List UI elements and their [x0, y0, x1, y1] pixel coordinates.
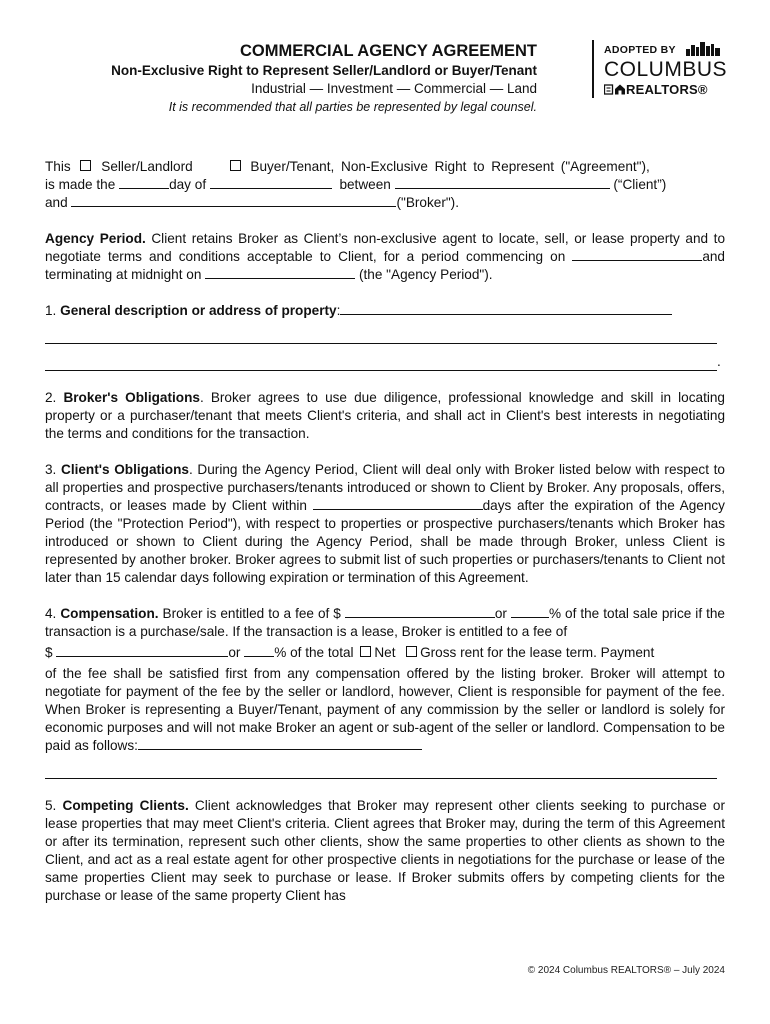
section-3-number: 3. [45, 462, 61, 477]
section-4-dollar: $ [45, 645, 57, 660]
section-2-number: 2. [45, 390, 64, 405]
section-5-paragraph [45, 797, 725, 905]
property-categories: Industrial — Investment — Commercial — Land [251, 81, 537, 96]
intro-line-1 [45, 158, 725, 176]
section-2-text: . Broker agrees to use due diligence, professional knowledge and skill in locating property or a purchaser/tenant that meets Client's criteria, and shall act in Client's best interests in negotiating the terms and conditions for the transaction. [45, 390, 725, 441]
spacer [45, 320, 725, 329]
section-4-text-2: of the fee shall be satisfied first from any compensation offered by the listing broker. Broker will attempt to negotiate for payment of the fee by the seller or landlord, however, Client is responsible for payment of the fee. When Broker is representing a Buyer/Tenant, payment of any commission by the seller or landlord is solely for economic purposes and will not make Broker an agent or sub-agent of the seller or landlord. Compensation to be paid as follows: [45, 666, 725, 753]
compensation-terms-field-2[interactable] [45, 764, 717, 779]
net-checkbox[interactable] [360, 646, 371, 657]
section-4-paragraph [45, 605, 725, 641]
section-3-text-2: days after the expiration of the Agency Period (the "Protection Period"), with respect to properties or prospective purchasers/tenants which Broker has introduced or shown to Client during the Agency Period, shall be made through Broker, unless Client is represented by another broker. Broker agrees to submit list of such properties or purchasers/tenants to Client not later than 15 calendar days following expiration or termination of this Agreement. [45, 498, 725, 585]
section-4-label: Compensation. [60, 606, 159, 621]
section-4-paragraph-2 [45, 665, 725, 755]
buyer-tenant-label: Buyer/Tenant, Non-Exclusive Right to Represent ("Agreement"), [250, 159, 650, 174]
agency-period-text-2: and terminating at midnight on [45, 249, 725, 282]
intro-this: This [45, 159, 71, 174]
agency-period-label: Agency Period. [45, 231, 146, 246]
section-4-number: 4. [45, 606, 61, 621]
logo-adopted-by: ADOPTED BY [604, 44, 676, 56]
document-header [40, 40, 730, 120]
house-icon [604, 84, 626, 95]
skyline-icon [686, 42, 722, 56]
client-label: (“Client”) [613, 177, 667, 192]
header-divider [592, 40, 594, 98]
section-3-paragraph [45, 461, 725, 587]
seller-landlord-label: Seller/Landlord [101, 159, 193, 174]
gross-label: Gross rent for the lease term. Payment [420, 645, 655, 660]
section-5-number: 5. [45, 798, 63, 813]
document-subtitle: Non-Exclusive Right to Represent Seller/Landlord or Buyer/Tenant [111, 63, 537, 78]
section-3-label: Client's Obligations [61, 462, 189, 477]
section-1-number: 1. [45, 303, 61, 318]
section-2-paragraph [45, 389, 725, 443]
spacer [45, 779, 725, 797]
spacer [45, 212, 725, 230]
section-5-label: Competing Clients. [62, 798, 189, 813]
section-4-pct-1: % of the total sale price if the transaction is a purchase/sale. If the transaction is a lease, Broker is entitled to a fee of [45, 606, 725, 639]
agreement-body [45, 158, 725, 905]
day-field[interactable] [119, 176, 169, 189]
property-description-row-3 [45, 353, 725, 371]
section-4-pct-2: % of the total [274, 645, 358, 660]
property-description-field-2[interactable] [45, 329, 717, 344]
legal-counsel-note: It is recommended that all parties be represented by legal counsel. [168, 100, 537, 114]
broker-label: ("Broker"). [396, 195, 459, 210]
compensation-terms-field-1[interactable] [138, 737, 422, 750]
section-1-heading [45, 302, 725, 320]
columbus-realtors-logo [604, 42, 730, 98]
section-4-or-2: or [228, 645, 245, 660]
intro-line-3 [45, 194, 725, 212]
section-4-lease-line [45, 641, 725, 665]
terminating-date-field[interactable] [205, 266, 355, 279]
broker-name-field[interactable] [71, 194, 396, 207]
property-description-field-3[interactable] [45, 356, 717, 371]
section-4-text-1: Broker is entitled to a fee of $ [158, 606, 345, 621]
commencing-date-field[interactable] [572, 248, 702, 261]
document-title: COMMERCIAL AGENCY AGREEMENT [239, 42, 537, 60]
lease-fee-percent-field[interactable] [244, 644, 274, 657]
header-text-block [111, 40, 537, 116]
intro-line-2 [45, 176, 725, 194]
spacer [45, 755, 725, 764]
and-label: and [45, 195, 68, 210]
section-1-colon: : [336, 303, 341, 318]
agency-period-paragraph [45, 230, 725, 284]
agency-period-text-1: Client retains Broker as Client’s non-exclusive agent to locate, sell, or lease property and to negotiate terms and conditions acceptable to Client, for a period commencing on [45, 231, 726, 264]
section-1-label: General description or address of property [60, 303, 337, 318]
logo-realtors [604, 82, 708, 97]
logo-city-name: COLUMBUS [604, 58, 728, 81]
protection-days-field[interactable] [313, 497, 483, 510]
section-3-text-1: . During the Agency Period, Client will deal only with Broker listed below with respect to all properties and prospective purchasers/tenants introduced or shown to Client by Broker. Any proposals, offers, contracts, or leases made by Client within [45, 462, 725, 513]
spacer [45, 443, 725, 461]
section-1-period: . [717, 354, 721, 369]
spacer [45, 371, 725, 389]
lease-fee-amount-field[interactable] [56, 644, 228, 657]
seller-landlord-checkbox[interactable] [80, 160, 91, 171]
client-name-field[interactable] [395, 176, 610, 189]
section-4-or-1: or [494, 606, 511, 621]
section-5-text: Client acknowledges that Broker may represent other clients seeking to purchase or lease properties that may meet Client's criteria. Client agrees that Broker may, during the term of this Agreement or after its termination, represent such other clients, show the same properties to other clients as shown to the Client, and act as a real estate agent for other prospective clients in negotiations for the purchase or lease of the same properties Client may seek to purchase or lease. If Broker submits offers by competing clients for the purchase or lease of the same property Client has [45, 798, 725, 903]
month-year-field[interactable] [210, 176, 332, 189]
net-label: Net [374, 645, 396, 660]
section-2-label: Broker's Obligations [63, 390, 200, 405]
spacer [45, 344, 725, 353]
copyright-footer: © 2024 Columbus REALTORS® – July 2024 [527, 965, 725, 976]
sale-fee-percent-field[interactable] [511, 605, 549, 618]
spacer [45, 284, 725, 302]
is-made-the-label: is made the [45, 177, 116, 192]
between-label: between [339, 177, 391, 192]
day-of-label: day of [169, 177, 207, 192]
sale-fee-amount-field[interactable] [345, 605, 495, 618]
agency-period-text-3: (the "Agency Period"). [355, 267, 493, 282]
logo-realtors-word: REALTORS® [626, 82, 708, 97]
property-description-field-1[interactable] [340, 302, 672, 315]
gross-checkbox[interactable] [406, 646, 417, 657]
buyer-tenant-checkbox[interactable] [230, 160, 241, 171]
spacer [45, 587, 725, 605]
